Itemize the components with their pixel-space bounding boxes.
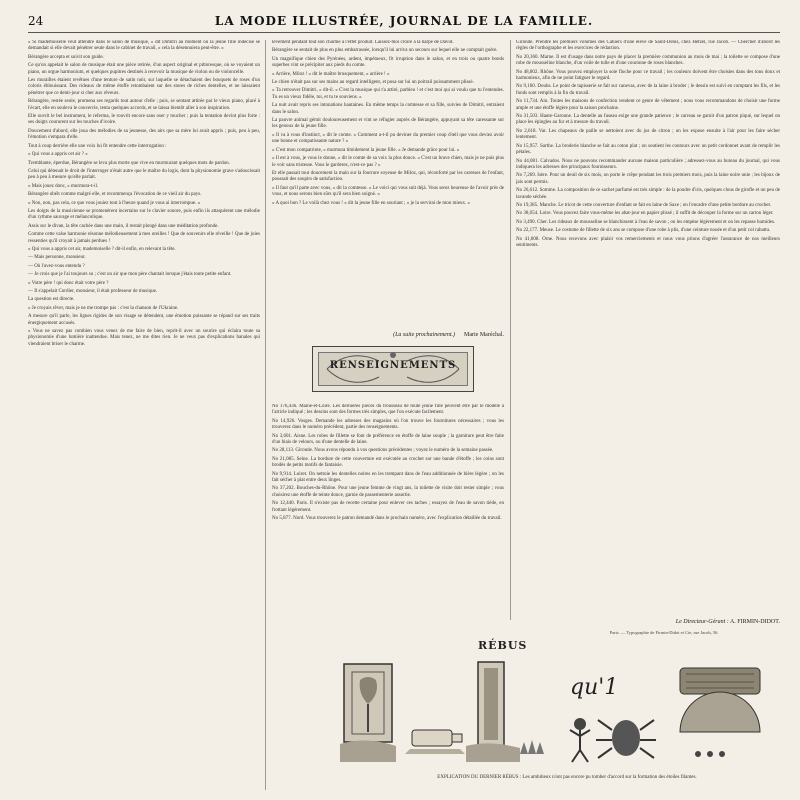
paragraph: No 48,802. Rhône. Vous pouvez employer la soie floche pour ce travail ; les couleurs doivent être choisies dans des tons doux et harmonieux, afin de ne point fatiguer le regard. bbox=[516, 69, 780, 82]
paragraph: No 3,490. Cher. Les rideaux de mousseline se blanchissent à l'eau de savon ; on les empèse légèrement et on les repasse humides. bbox=[516, 219, 776, 225]
paragraph: No 14,926. Vosges. Demande les adresses des magasins où l'on trouve les fournitures nécessaires ; vous les trouverez dans le numéro précédent, partie des renseignements. bbox=[272, 418, 504, 431]
rebus-tree-letter-icon bbox=[340, 664, 396, 762]
paragraph: No 12,440. Paris. Il n'existe pas de recette certaine pour enlever ces taches ; essayez de l'eau de savon tiède, en frottant légèrement. bbox=[272, 501, 504, 513]
paragraph: Assis sur le divan, la tête cachée dans une main, il restait plongé dans une méditation profonde. bbox=[28, 223, 219, 229]
paragraph: No 7,269. Isère. Pour un deuil de six mois, on porte le crêpe pendant les trois premiers mois, puis la laine noire unie ; les bijoux de jais sont permis. bbox=[516, 173, 780, 185]
paragraph: Bérangère, restée seule, promena ses regards tout autour d'elle ; puis, se sentant attirée par le vieux piano, placé à l'écart, elle en souleva le couvercle, tenta quelques accords, et se laissa bientôt aller à son inspiration. bbox=[28, 99, 260, 111]
paragraph: — Mais personne, monsieur. bbox=[28, 255, 86, 261]
page-number: 24 bbox=[28, 14, 44, 28]
paragraph: Ce qu'on appelait le salon de musique était une pièce retirée, d'un aspect original et pittoresque, où se voyaient un piano, un orgue harmonium, et quelques pupitres destinés à recevoir la musique de violon ou de violoncelle. bbox=[28, 63, 260, 75]
paragraph: Les doigts de la musicienne se promenèrent incertains sur le clavier sonore, puis enfin ils attaquèrent une mélodie d'un rythme sauvage et mélancolique. bbox=[28, 208, 260, 221]
paragraph: Bérangère obéit comme malgré elle, et recommença l'évocation de ce vieil air du pays. bbox=[28, 192, 202, 198]
renseignements-banner bbox=[312, 346, 474, 392]
paragraph: Bérangère accepta et suivit son guide. bbox=[28, 54, 104, 60]
paragraph: No 38,054. Loire. Vous pouvez faire vous-même les abat-jour en papier plissé ; il suffit de découper la forme sur un carton léger. bbox=[516, 211, 774, 217]
rebus-illustration bbox=[340, 654, 780, 774]
paragraph: Et elle passait tout doucement la main sur la fourrure soyeuse de Miloz, qui, réconforté par les caresses de l'enfant, poussait des soupirs de satisfaction. bbox=[272, 170, 504, 183]
paragraph: « Si mademoiselle veut attendre dans le salon de musique, » dit Dimitri au moment où la jeune fille indécise se demandait si elle devait pénétrer seule dans le cabinet de travail, « cela la désennuiera peut-être. » bbox=[28, 40, 260, 52]
paragraph: No 41,808. Orne. Nous recevons avec plaisir vos remerciements et nous vous prions d'agréer l'assurance de nos meilleurs sentiments. bbox=[516, 236, 780, 248]
editor-label: Le Directeur-Gérant : bbox=[675, 619, 729, 625]
renseignements-column-3 bbox=[516, 40, 780, 616]
paragraph: « Il faut qu'il parte avec vous, » dit la comtesse. « Le voici qui vous suit déjà. Vous serez heureuse de l'avoir près de vous, et nous serons bien sûrs qu'il sera bien soigné. » bbox=[272, 185, 504, 198]
rebus-target-icon bbox=[680, 692, 760, 757]
paragraph: No 9,160. Doubs. Le point de tapisserie se fait sur canevas, avec de la laine à broder ; le dessin est suivi en comptant les fils, et les fonds sont remplis à la fin du travail. bbox=[516, 84, 780, 96]
paragraph: « Il est à vous, je vous le donne, » dit le comte de sa voix la plus douce. « C'est un brave chien, mais je ne puis plus le voir sans tristesse. Vous le garderez, n'est-ce pas ? » bbox=[272, 156, 504, 168]
paragraph: Comme cette valse harmonie résonne mélodieusement à mes oreilles ! Que de souvenirs elle réveille ! Que de joies ressenties qu'il croyait à jamais perdues ! bbox=[28, 232, 260, 244]
paragraph: No 3,601. Aisne. Les robes de fillette se font de préférence en étoffe de laine souple ; la garniture peut être faite d'un biais de velours, ou d'une dentelle de laine. bbox=[272, 433, 504, 446]
paragraph: No 28,113. Gironde. Nous avons répondu à vos questions précédentes ; voyez le numéro de la semaine passée. bbox=[272, 448, 494, 454]
paragraph: « Il va à vous d'instinct, » dit le comte. « Comment a-t-il pu deviner du premier coup d'œil que vous deviez avoir une bonne et compatissante nature ? » bbox=[272, 132, 504, 145]
paragraph: Celui qui détenait le droit de l'interroger n'était autre que le maître du logis, dont la physionomie grave s'adoucissait peu à peu à mesure qu'elle parlait. bbox=[28, 168, 260, 181]
paragraph: Elle ouvrit le bel instrument, le referma, le rouvrit encore sans oser y toucher ; puis la tentation devint plus forte : ses doigts coururent sur les touches d'ivoire. bbox=[28, 114, 260, 126]
renseignements-column-2 bbox=[272, 404, 504, 618]
paragraph: Les murailles étaient revêtues d'une tenture de satin noir, sur laquelle se détachaient des bouquets de roses d'un coloris éblouissant. Des rideaux de même étoffe retombaient sur des stores de riches dentelles, et ne laissaient pénétrer que ce demi-jour si cher aux rêveurs. bbox=[28, 78, 260, 96]
paragraph: No 26,612. Somme. La composition de ce sachet parfumé est très simple : de la poudre d'iris, quelques clous de girofle et un peu de lavande séchée. bbox=[516, 188, 780, 200]
paragraph: — Où l'avez-vous entendu ? bbox=[28, 263, 85, 269]
rebus-title: RÉBUS bbox=[478, 639, 528, 652]
rebus-grass-icon bbox=[520, 740, 544, 754]
paragraph: No 22,177. Meuse. Le costume de fillette de six ans se compose d'une robe à plis, d'une ceinture nouée et d'un petit col rabattu. bbox=[516, 228, 771, 234]
column-rule bbox=[510, 40, 511, 620]
rebus-letters: qu'1 bbox=[570, 675, 619, 700]
paragraph: La nuit avait repris ses intonations hautaines. En même temps la comtesse et sa fille, suivies de Dimitri, entraient dans le salon. bbox=[272, 103, 504, 115]
banner-title: RENSEIGNEMENTS bbox=[329, 360, 457, 371]
paragraph: No 19,385. Manche. Le tricot de cette couverture d'enfant se fait en laine de Saxe ; on l'encadre d'une petite bordure au crochet. bbox=[516, 202, 772, 208]
paragraph: No 176,436. Maine-et-Loire. Les dernières pièces du trousseau de toute jeune fille peuvent être par le modèle à l'article indiqué ; les dessins sont des formes très simples, que l'on exécute facilement. bbox=[272, 404, 504, 416]
paragraph: « Qui vous a appris cet air ? » bbox=[28, 152, 88, 158]
paragraph: « Arrière, Miloz ! » dit le maître brusquement, « arrière ! » bbox=[272, 71, 390, 77]
paragraph: No 11,734. Ain. Toutes les maisons de confection vendent ce genre de vêtement ; nous vous recommandons de choisir une forme ample et une étoffe légère pour la saison prochaine. bbox=[516, 99, 780, 111]
story-signature bbox=[272, 332, 504, 338]
paragraph: — Je crois que je l'ai toujours su ; c'est un air que mon père chantait lorsque j'étais toute petite enfant. bbox=[28, 272, 232, 278]
journal-title: LA MODE ILLUSTRÉE, JOURNAL DE LA FAMILLE. bbox=[214, 14, 594, 28]
page-header bbox=[28, 14, 780, 33]
paragraph: Tout à coup derrière elle une voix lui fit entendre cette interrogation : bbox=[28, 143, 167, 149]
paragraph: No 20,360. Marne. Il est d'usage dans notre pays de placer la première communion au mois de mai ; la toilette se compose d'une robe de mousseline blanche, d'un voile de tulle et d'une couronne de roses blanches. bbox=[516, 54, 780, 67]
paragraph: Le chien n'était pas sur ses mains au regard intelligent, et posa sur lui un poitrail puissamment plissé. bbox=[272, 80, 474, 86]
paragraph: Un magnifique chien des Pyrénées, ardent, impétueux, fit irruption dans le salon, et en trois ou quatre bonds superbes vint se précipiter aux pieds du comte. bbox=[272, 56, 504, 69]
paragraph: « Non, non, pas cela, ce que vous jouiez tout à l'heure quand je vous ai interrompue. » bbox=[28, 200, 201, 206]
paragraph: Tremblante, éperdue, Bérangère se leva plus morte que vive en murmurant quelques mots de pardon. bbox=[28, 160, 230, 166]
column-rule bbox=[265, 40, 266, 790]
paragraph: A mesure qu'il parle, les lignes rigides de son visage se détendent, une émotion puissante se répand sur ses traits énergiquement accusés. bbox=[28, 314, 260, 326]
paragraph: lèvement pendant tout son charme à l'effet produit. Laissez-moi croire à la harpe de David. bbox=[272, 40, 454, 45]
paragraph: La question est directe. bbox=[28, 297, 75, 303]
paragraph: « Ta retrouver Dimitri, » dit-il. « C'est la musique qui t'a attiré, parbleu ! et c'est moi qui ai voulu que tu l'entendes. Tu es un vieux fidèle, toi, et tu te souviens. » bbox=[272, 88, 504, 100]
paragraph: — Il s'appelait Cordier, monsieur, il était professeur de musique. bbox=[28, 289, 158, 294]
printer-line: Paris. — Typographie de Firmin-Didot et Cie, rue Jacob, 56. bbox=[609, 630, 719, 635]
paragraph: « C'est mon compatriote, » murmura timidement la jeune fille. « Je demande grâce pour lui. » bbox=[272, 147, 460, 153]
rebus-tall-letter-icon bbox=[466, 662, 520, 762]
paragraph: « Mais jouez donc, » murmura-t-il. bbox=[28, 183, 99, 189]
rebus-tower-icon bbox=[680, 668, 760, 694]
rebus-fallen-bottle-icon bbox=[405, 730, 465, 754]
paragraph: « A quoi bon ? Le voilà chez vous ! » dit la jeune fille en souriant ; « je la servirai de mon mieux. » bbox=[272, 200, 471, 206]
paragraph: No 2,618. Var. Les chapeaux de paille se nettoient avec du jus de citron ; on les expose ensuite à l'air pour les faire sécher lentement. bbox=[516, 128, 780, 141]
paragraph: No 44,081. Calvados. Nous ne pouvons recommander aucune maison particulière ; adressez-vous au bureau du journal, qui vous indiquera les adresses des principaux fournisseurs. bbox=[516, 158, 780, 170]
paragraph: No 15,957. Sarthe. La broderie blanche se fait au coton plat ; on soutient les contours avec un petit cordonnet avant de remplir les pétales. bbox=[516, 143, 780, 156]
rebus-dancing-figure-icon bbox=[570, 718, 590, 762]
paragraph: No 37,202. Bouches-du-Rhône. Pour une jeune femme de vingt ans, la toilette de visite doit rester simple ; vous choisirez une étoffe de teinte douce, garnie de passementerie assortie. bbox=[272, 486, 504, 498]
editor-name: A. FIRMIN-DIDOT. bbox=[729, 619, 780, 625]
paragraph: « Qui vous a appris cet air, mademoiselle ? dit-il enfin, en relevant la tête. bbox=[28, 246, 176, 252]
story-column-1 bbox=[28, 40, 260, 790]
paragraph: « Vous ne savez pas combien vous venez de me faire de bien, reprit-il avec un sourire qui éclaira toute sa physionomie d'une lumière inattendue. Mais tenez, ne me dites rien. Je ne veux pas d'explications banales qui viendraient briser le charme. bbox=[28, 329, 260, 347]
paragraph: No 5,877. Nord. Vous trouverez le patron demandé dans le prochain numéro, avec l'explication détaillée du travail. bbox=[272, 516, 502, 522]
paragraph: « Votre père ! qui donc était votre père ? bbox=[28, 280, 109, 286]
editor-line bbox=[548, 619, 780, 625]
paragraph: No 21,085. Seine. La bordure de cette couverture est exécutée au crochet sur une bande d'étoffe ; les coins sont brodés de petits motifs de fantaisie. bbox=[272, 456, 504, 469]
story-author: Marie Maréchal. bbox=[464, 332, 504, 338]
paragraph: Doucement d'abord, elle joua des mélodies de sa jeunesse, des airs que sa mère lui avait appris ; puis, peu à peu, l'émotion s'empara d'elle. bbox=[28, 128, 260, 141]
story-column-2 bbox=[272, 40, 504, 336]
paragraph: No 9,914. Loiret. On nettoie les dentelles noires en les trempant dans de l'eau additionnée de bière légère ; on les fait sécher à plat entre deux linges. bbox=[272, 471, 504, 484]
rebus-caption: EXPLICATION DU DERNIER RÉBUS : Les ambitieux n'ont pas encore pu tomber d'accord sur la formation des étoiles filantes. bbox=[437, 775, 697, 780]
story-suite-note: (La suite prochainement.) bbox=[393, 332, 456, 338]
paragraph: La pauvre animal gémit douloureusement et vint se réfugier auprès de Bérangère, appuyant sa tête caressante sur les genoux de la jeune fille. bbox=[272, 118, 504, 130]
paragraph: No 31,503. Haute-Garonne. La dentelle au fuseau exige une grande patience ; le carreau se garnit d'un patron piqué, sur lequel on place les épingles au fur et à mesure du travail. bbox=[516, 114, 780, 126]
paragraph: Gironde. Prendre les premiers volumes des Cahiers d'une élève de Saint-Denis, chez Hetzel, rue Jacob. — Chercher d'abord les règles de l'orthographe et les exercices de rédaction. bbox=[516, 40, 780, 52]
paragraph: « Je croyais rêver, mais je ne me trompe pas : c'est la chanson de l'Ukraine. bbox=[28, 305, 179, 311]
paragraph: Bérangère se sentait de plus en plus embarrassée, lorsqu'il lui arriva un secours sur lequel elle ne comptait guère. bbox=[272, 48, 498, 54]
rebus-spider-icon bbox=[596, 720, 656, 758]
